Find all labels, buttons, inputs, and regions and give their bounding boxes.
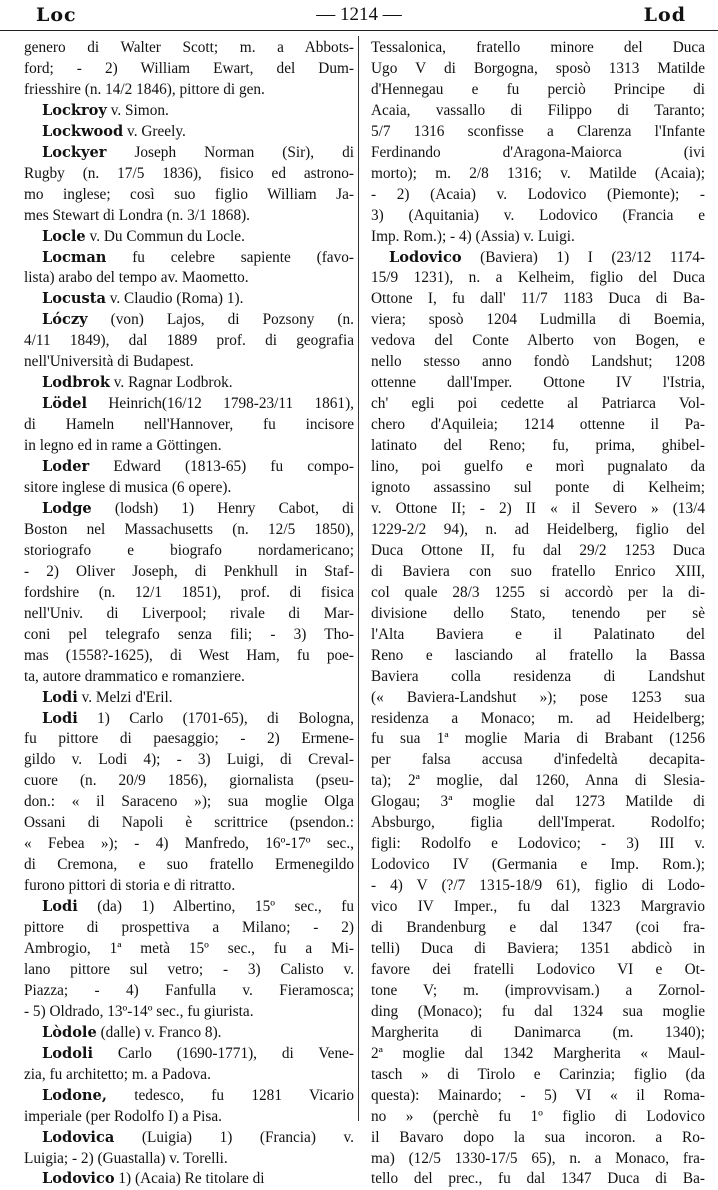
text-line (371, 1002, 705, 1023)
entry-first-line (24, 373, 354, 394)
text-line (24, 164, 354, 185)
text-line (24, 520, 354, 541)
text-line (24, 541, 354, 562)
entry-headword: Lockyer (42, 143, 107, 161)
entry-first-line (24, 457, 354, 478)
line-text: mas (1558?-1625), di West Ham, fu poe- (24, 646, 354, 664)
line-text: di Hameln nell'Hannover, fu incisore (24, 416, 354, 434)
text-line (371, 80, 705, 101)
line-text: Piazza; - 4) Fanfulla v. Fieramosca; (24, 981, 354, 999)
line-text: 1229-2/2 94), n. ad Heidelberg, figlio del (371, 520, 705, 538)
right-column (371, 38, 705, 1190)
text-line (24, 981, 354, 1002)
line-text: Ambrogio, 1ª metà 15º sec., fu a Mi- (24, 939, 354, 957)
text-line (371, 792, 705, 813)
line-text: Luigia; - 2) (Guastalla) v. Torelli. (24, 1149, 228, 1167)
text-line (371, 122, 705, 143)
entry-first-line (371, 248, 705, 269)
entry-first-line (24, 289, 354, 310)
line-text: Margherita di Danimarca (m. 1340); (371, 1023, 705, 1041)
line-text: Rugby (n. 17/5 1836), fisico ed astrono- (24, 164, 354, 182)
line-text: ch' egli poi cedette al Patriarca Vol- (371, 395, 705, 413)
text-line (371, 541, 705, 562)
line-text: v. Du Commun du Locle. (85, 227, 245, 245)
line-text: ignoto assassino sul ponte di Kelheim; (371, 479, 705, 497)
text-line (371, 227, 705, 248)
text-line (371, 646, 705, 667)
text-line (371, 310, 705, 331)
header-last-word: Lod (643, 4, 686, 26)
line-text: 3) (Aquitania) v. Lodovico (Francia e (371, 206, 705, 224)
text-line (371, 813, 705, 834)
line-text: friesshire (n. 14/2 1846), pittore di gen. (24, 80, 265, 98)
line-text: fu pittore di paesaggio; - 2) Ermene- (24, 730, 354, 748)
line-text: nell'Univ. di Liverpool; rivale di Mar- (24, 604, 354, 622)
entry-headword: Lodge (42, 499, 92, 517)
text-line (24, 667, 354, 688)
line-text: Ottone I, fu dall' 11/7 1183 Duca di Ba- (371, 290, 705, 308)
line-text: « Febea »); - 4) Manfredo, 16º-17º sec., (24, 835, 354, 853)
text-line (24, 834, 354, 855)
line-text: v. Ragnar Lodbrok. (109, 374, 233, 392)
line-text: fordshire (n. 12/1 1851), prof. di fisica (24, 583, 354, 601)
text-line (371, 499, 705, 520)
text-line (371, 1023, 705, 1044)
line-text: furono pittori di storia e di ritratto. (24, 877, 236, 895)
line-text: favore dei fratelli Lodovico VI e Ot- (371, 960, 705, 978)
line-text: no » (perchè fu 1º figlio di Lodovico (371, 1107, 705, 1125)
line-text: Absburgo, figlia dell'Imperat. Rodolfo; (371, 814, 705, 832)
text-line (371, 1065, 705, 1086)
line-text: mo inglese; così suo figlio William Ja- (24, 185, 354, 203)
text-line (371, 143, 705, 164)
entry-first-line (24, 709, 354, 730)
line-text: (da) 1) Albertino, 15º sec., fu (77, 898, 354, 916)
line-text: mes Stewart di Londra (n. 3/1 1868). (24, 206, 251, 224)
line-text: storiografo e biografo nordamericano; (24, 541, 354, 559)
line-text: Acaia, vassallo di Filippo di Taranto; (371, 101, 705, 119)
entry-first-line (24, 227, 354, 248)
text-line (371, 289, 705, 310)
text-line (371, 1149, 705, 1170)
line-text: questa): Mainardo; - 5) VI « il Roma- (371, 1086, 705, 1104)
text-line (24, 1107, 354, 1128)
entry-headword: Loder (42, 458, 90, 476)
text-line (24, 939, 354, 960)
line-text: v. Ottone II; - 2) II « il Severo » (13/4 (371, 499, 705, 517)
entry-first-line (24, 394, 354, 415)
text-line (24, 813, 354, 834)
line-text: Lodovico IV (Germania e Imp. Rom.); (371, 856, 705, 874)
line-text: tasch » di Tirolo e Carinzia; figlio (da (371, 1065, 705, 1083)
line-text: v. Claudio (Roma) 1). (105, 290, 244, 308)
line-text: don.: « il Saraceno »); sua moglie Olga (24, 793, 354, 811)
text-line (371, 771, 705, 792)
text-line (24, 1065, 354, 1086)
text-line (371, 876, 705, 897)
entry-headword: Locman (42, 248, 107, 266)
text-line (371, 834, 705, 855)
text-line (371, 1086, 705, 1107)
text-line (371, 457, 705, 478)
text-line (371, 185, 705, 206)
text-line (371, 981, 705, 1002)
line-text: in legno ed in rame a Göttingen. (24, 437, 222, 455)
text-line (24, 792, 354, 813)
line-text: tello del prec., fu dal 1347 Duca di Ba- (371, 1170, 705, 1188)
line-text: vico IV Imper., fu dal 1323 Margravio (371, 898, 705, 916)
line-text: per falsa accusa d'infedeltà decapita- (371, 751, 705, 769)
entry-first-line (24, 143, 354, 164)
line-text: l'Alta Baviera e il Palatinato del (371, 625, 705, 643)
header-first-word: Loc (36, 4, 77, 26)
text-line (371, 1169, 705, 1190)
line-text: ford; - 2) William Ewart, del Dum- (24, 59, 354, 77)
entry-first-line (24, 1169, 354, 1190)
line-text: vedova del Conte Alberto von Bogen, e (371, 332, 705, 350)
entry-headword: Lodovica (42, 1128, 115, 1146)
text-line (371, 331, 705, 352)
text-line (371, 897, 705, 918)
text-line (371, 373, 705, 394)
text-line (24, 729, 354, 750)
line-text: il Bavaro dopo la sua incoron. a Ro- (371, 1128, 705, 1146)
line-text: divisione dello Stato, tenendo per sè (371, 604, 705, 622)
line-text: nell'Università di Budapest. (24, 353, 194, 371)
column-divider (358, 36, 359, 1121)
line-text: Tessalonica, fratello minore del Duca (371, 39, 705, 56)
line-text: d'Hennegau e fu perciò Principe di (371, 80, 705, 98)
text-line (24, 206, 354, 227)
text-line (371, 206, 705, 227)
line-text: - 2) Oliver Joseph, di Penkhull in Staf- (24, 562, 354, 580)
text-line (24, 604, 354, 625)
text-line (371, 960, 705, 981)
line-text: (« Baviera-Landshut »); pose 1253 sua (371, 688, 705, 706)
line-text: - 4) V (?/7 1315-18/9 61), figlio di Lodo- (371, 877, 705, 895)
entry-first-line (24, 1128, 354, 1149)
text-line (24, 1002, 354, 1023)
line-text: Ugo V di Borgogna, sposò 1313 Matilde (371, 59, 705, 77)
text-line (371, 583, 705, 604)
text-line (371, 38, 705, 59)
line-text: fu celebre sapiente (favo- (106, 248, 354, 266)
line-text: v. Melzi d'Eril. (77, 688, 173, 706)
entry-first-line (24, 248, 354, 269)
text-line (371, 352, 705, 373)
entry-first-line (24, 1044, 354, 1065)
line-text: 1) (Acaia) Re titolare di (114, 1170, 265, 1188)
text-line (371, 1044, 705, 1065)
line-text: imperiale (per Rodolfo I) a Pisa. (24, 1107, 222, 1125)
entry-first-line (24, 122, 354, 143)
entry-headword: Lödel (42, 395, 88, 413)
text-line (24, 268, 354, 289)
line-text: Glogau; 3ª moglie dal 1273 Matilde di (371, 793, 705, 811)
text-line (24, 185, 354, 206)
text-line (371, 750, 705, 771)
entry-headword: Locusta (42, 290, 106, 308)
text-line (371, 59, 705, 80)
line-text: lano pittore sul vetro; - 3) Calisto v. (24, 960, 354, 978)
line-text: Heinrich(16/12 1798-23/11 1861), (87, 395, 354, 413)
text-line (24, 415, 354, 436)
text-line (371, 625, 705, 646)
text-line (371, 394, 705, 415)
line-text: 2ª moglie dal 1342 Margherita « Maul- (371, 1044, 705, 1062)
line-text: latinato del Reno; fu, prima, ghibel- (371, 437, 705, 455)
entry-headword: Lodoli (42, 1044, 94, 1062)
line-text: (von) Lajos, di Pozsony (n. (87, 311, 354, 329)
line-text: Carlo (1690-1771), di Vene- (93, 1044, 354, 1062)
text-line (24, 80, 354, 101)
line-text: lista) arabo del tempo av. Maometto. (24, 269, 249, 287)
text-line (371, 436, 705, 457)
text-line (371, 918, 705, 939)
text-line (24, 1149, 354, 1170)
line-text: - 2) (Acaia) v. Lodovico (Piemonte); - (371, 185, 705, 203)
line-text: ma) (12/5 1330-17/5 65), n. a Monaco, fra- (371, 1149, 705, 1167)
entry-first-line (24, 310, 354, 331)
text-line (24, 331, 354, 352)
text-line (24, 918, 354, 939)
text-line (371, 688, 705, 709)
text-line (371, 478, 705, 499)
line-text: v. Simon. (106, 101, 169, 119)
left-column (24, 38, 354, 1190)
entry-first-line (24, 1023, 354, 1044)
line-text: (lodsh) 1) Henry Cabot, di (91, 499, 354, 517)
line-text: di Baviera con suo fratello Enrico XIII, (371, 562, 705, 580)
line-text: Duca Ottone II, fu dal 29/2 1253 Duca (371, 541, 705, 559)
entry-first-line (24, 499, 354, 520)
text-line (371, 164, 705, 185)
line-text: pittore di prospettiva a Milano; - 2) (24, 919, 354, 937)
text-line (371, 562, 705, 583)
line-text: ding (Monaco); fu dal 1324 sua moglie (371, 1002, 705, 1020)
text-line (371, 101, 705, 122)
line-text: (Baviera) 1) I (23/12 1174- (461, 248, 705, 266)
entry-headword: Lodovico (42, 1170, 115, 1188)
line-text: (dalle) v. Franco 8). (96, 1023, 222, 1041)
text-line (371, 415, 705, 436)
line-text: Baviera colla residenza di Landshut (371, 667, 705, 685)
line-text: lino, poi guelfo e morì pugnalato da (371, 458, 705, 476)
text-line (371, 729, 705, 750)
page-header (0, 0, 718, 31)
entry-first-line (24, 1086, 354, 1107)
entry-first-line (24, 688, 354, 709)
text-line (371, 520, 705, 541)
entry-headword: Lodbrok (42, 374, 110, 392)
entry-headword: Lockroy (42, 101, 107, 119)
entry-headword: Lodone, (42, 1086, 107, 1104)
line-text: fu sua 1ª moglie Maria di Brabant (1256 (371, 730, 705, 748)
text-line (371, 268, 705, 289)
text-line (371, 604, 705, 625)
line-text: Boston nel Massachusetts (n. 12/5 1850), (24, 520, 354, 538)
text-line (24, 750, 354, 771)
line-text: tone V; m. (improvvisam.) a Zornol- (371, 981, 705, 999)
line-text: nello stesso anno fondò Landshut; 1208 (371, 353, 705, 371)
line-text: Ossani di Napoli è scrittrice (psendon.: (24, 814, 354, 832)
entry-first-line (24, 101, 354, 122)
line-text: coni pel telegrafo senza fili; - 3) Tho- (24, 625, 354, 643)
entry-first-line (24, 897, 354, 918)
line-text: cuore (n. 20/9 1856), giornalista (pseu- (24, 772, 354, 790)
entry-headword: Lodi (42, 688, 78, 706)
entry-headword: Lockwood (42, 122, 124, 140)
page-number: — 1214 — (316, 4, 402, 25)
entry-headword: Lòdole (42, 1023, 97, 1041)
text-line (371, 709, 705, 730)
line-text: 5/7 1316 sconfisse a Clarenza l'Infante (371, 122, 705, 140)
line-text: Edward (1813-65) fu compo- (89, 458, 354, 476)
line-text: figli: Rodolfo e Lodovico; - 3) III v. (371, 835, 705, 853)
text-line (24, 38, 354, 59)
line-text: telli) Duca di Baviera; 1351 abdicò in (371, 939, 705, 957)
text-line (24, 478, 354, 499)
line-text: sitore inglese di musica (6 opere). (24, 479, 232, 497)
text-line (24, 436, 354, 457)
line-text: Joseph Norman (Sir), di (106, 143, 354, 161)
line-text: col quale 28/3 1255 si accordò per la di- (371, 583, 705, 601)
entry-headword: Lodi (42, 898, 78, 916)
line-text: chero d'Aquileia; 1214 ottenne il Pa- (371, 416, 705, 434)
text-line (371, 855, 705, 876)
line-text: genero di Walter Scott; m. a Abbots- (24, 39, 354, 56)
entry-headword: Lodovico (389, 248, 462, 266)
text-line (24, 583, 354, 604)
line-text: 4/11 1849), dal 1889 prof. di geografia (24, 332, 354, 350)
line-text: ta); 2ª moglie, dal 1260, Anna di Slesia- (371, 772, 705, 790)
line-text: di Cremona, e suo fratello Ermenegildo (24, 856, 354, 874)
line-text: (Luigia) 1) (Francia) v. (114, 1128, 354, 1146)
line-text: ottenne dall'Imper. Ottone IV l'Istria, (371, 374, 705, 392)
text-line (24, 59, 354, 80)
text-line (24, 771, 354, 792)
text-line (24, 646, 354, 667)
text-line (371, 939, 705, 960)
line-text: tedesco, fu 1281 Vicario (106, 1086, 354, 1104)
line-text: Imp. Rom.); - 4) (Assia) v. Luigi. (371, 227, 575, 245)
line-text: Reno e lasciando al fratello la Bassa (371, 646, 705, 664)
entry-headword: Lóczy (42, 311, 88, 329)
line-text: v. Greely. (123, 122, 186, 140)
line-text: di Brandenburg e dal 1347 (coi fra- (371, 919, 705, 937)
line-text: Ferdinando d'Aragona-Maiorca (ivi (371, 143, 705, 161)
line-text: zia, fu architetto; m. a Padova. (24, 1065, 211, 1083)
entry-headword: Lodi (42, 709, 78, 727)
text-line (371, 667, 705, 688)
line-text: morto); m. 2/8 1316; v. Matilde (Acaia); (371, 164, 705, 182)
text-line (24, 876, 354, 897)
text-line (24, 855, 354, 876)
text-line (24, 562, 354, 583)
line-text: 1) Carlo (1701-65), di Bologna, (77, 709, 354, 727)
line-text: residenza a Monaco; m. ad Heidelberg; (371, 709, 705, 727)
entry-headword: Locle (42, 227, 86, 245)
text-line (24, 960, 354, 981)
line-text: - 5) Oldrado, 13º-14º sec., fu giurista. (24, 1002, 254, 1020)
line-text: viera; sposò 1204 Ludmilla di Boemia, (371, 311, 705, 329)
text-line (371, 1128, 705, 1149)
text-line (24, 352, 354, 373)
text-line (371, 1107, 705, 1128)
line-text: 15/9 1231), n. a Kelheim, figlio del Duca (371, 269, 705, 287)
text-line (24, 625, 354, 646)
line-text: gildo v. Lodi 4); - 3) Luigi, di Creval- (24, 751, 354, 769)
line-text: ta, autore drammatico e romanziere. (24, 667, 245, 685)
